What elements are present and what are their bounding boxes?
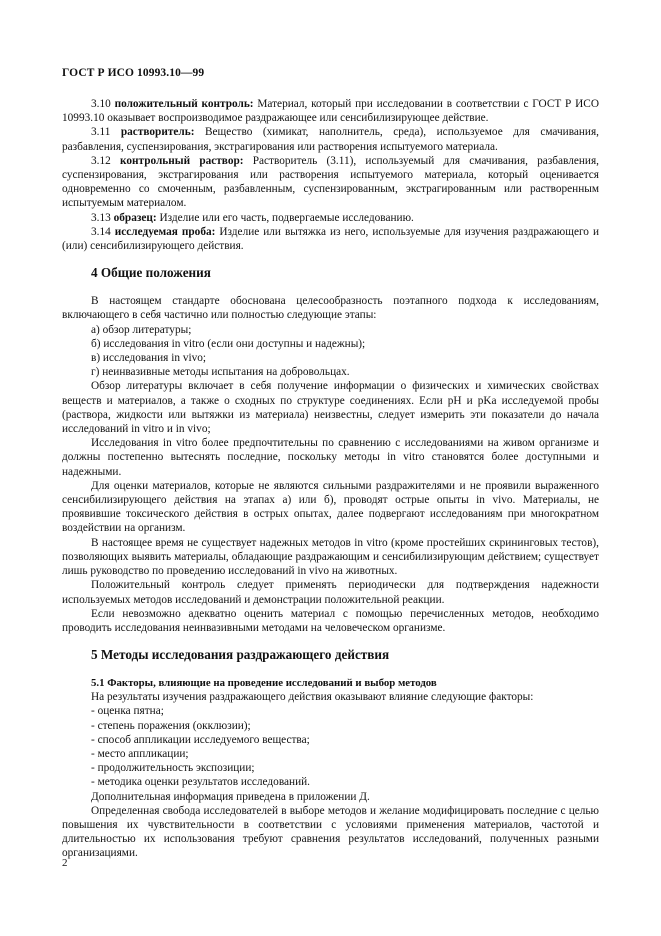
definition-text: Вещество (химикат, наполнитель, среда), используемое для смачивания, разбавления, суспензирования, экстрагирования или растворения испытуемого материала.: [62, 126, 599, 153]
section-4-intro: В настоящем стандарте обоснована целесообразность поэтапного подхода к исследованиям, включающего в себя частично или полностью следующие этапы:: [62, 295, 599, 322]
factor-item: - методика оценки результатов исследований.: [91, 776, 310, 789]
section-4-title: 4 Общие положения: [91, 265, 211, 281]
section-4-paragraph: Для оценки материалов, которые не являются сильными раздражителями и не проявили выраженного сенсибилизирующего действия на этапах а) или б), проводят острые опыты in vivo. Материалы, не проявившие токсического действия в острых опытах, далее подвергают исследованиям при многократном воздействии на организм.: [62, 479, 599, 535]
page-number: 2: [62, 857, 68, 869]
stage-item: а) обзор литературы;: [91, 323, 192, 336]
definition-term: образец:: [113, 211, 157, 224]
section-5-paragraph: Дополнительная информация приведена в приложении Д.: [91, 790, 370, 803]
section-4-paragraph: Если невозможно адекватно оценить материал с помощью перечисленных методов, необходимо проводить исследования неинвазивными методами на человеческом организме.: [62, 607, 599, 634]
definition-term: растворитель:: [120, 126, 195, 139]
factor-item: - оценка пятна;: [91, 705, 164, 718]
definition-text: Растворитель (3.11), используемый для смачивания, разбавления, суспензирования, экстрагирования или растворения испытуемого материала, который оценивается одновременно со смоченным, разбавленным, суспензированным, экстрагированным или растворенным испытуемым материалом.: [62, 154, 599, 210]
factor-item: - способ аппликации исследуемого вещества;: [91, 733, 310, 746]
factor-item: - степень поражения (окклюзии);: [91, 719, 251, 732]
definition-term: положительный контроль:: [114, 98, 254, 110]
stage-item: в) исследования in vivo;: [91, 352, 207, 365]
definition-3-11: [62, 125, 599, 153]
stage-item: б) исследования in vitro (если они доступны и надежны);: [91, 337, 366, 350]
definition-text: Изделие или вытяжка из него, используемые для изучения раздражающего и (или) сенсибилизирующего действия.: [62, 225, 599, 253]
definition-text: Изделие или его часть, подвергаемые исследованию.: [156, 211, 414, 224]
section-4-paragraph: Положительный контроль следует применять периодически для подтверждения надежности используемых методов исследований и демонстрации положительной реакции.: [62, 579, 599, 606]
definition-3-10: [62, 97, 599, 125]
definition-number: 3.13: [91, 211, 111, 224]
definition-number: 3.11: [91, 126, 111, 139]
definition-number: 3.10: [91, 98, 111, 110]
definition-text: Материал, который при исследовании в соответствии с ГОСТ Р ИСО 10993.10 оказывает воспроизводимое раздражающее или сенсибилизирующее действие.: [62, 98, 599, 125]
definition-3-14: [62, 225, 599, 253]
definition-number: 3.12: [91, 154, 111, 167]
section-5-intro: На результаты изучения раздражающего действия оказывают влияние следующие факторы:: [91, 691, 534, 704]
document-body: [62, 97, 599, 861]
subsection-5-1-title: 5.1 Факторы, влияющие на проведение исследований и выбор методов: [91, 677, 437, 690]
definition-term: контрольный раствор:: [119, 154, 244, 167]
section-4-paragraph: В настоящее время не существует надежных методов in vitro (кроме простейших скрининговых тестов), позволяющих выявить материалы, обладающие раздражающим и сенсибилизирующим действием; существует лишь руководство по проведению исследований in vivo на животных.: [62, 536, 599, 578]
factor-item: - продолжительность экспозиции;: [91, 762, 255, 775]
section-4-paragraph: Обзор литературы включает в себя получение информации о физических и химических свойствах веществ и материалов, а также о сходных по структуре соединениях. Если pH и pKa исследуемой пробы (раствора, жидкости или вытяжки из материала) неизвестны, следует измерить эти показатели до начала исследований in vitro и in vivo;: [62, 380, 599, 436]
section-5-paragraph: Определенная свобода исследователей в выборе методов и желание модифицировать последние с целью повышения их чувствительности в соответствии с условиями применения материалов, частотой и длительностью их использования требуют сравнения результатов исследований, полученных разными организациями.: [62, 804, 599, 860]
document-header: ГОСТ Р ИСО 10993.10—99: [62, 67, 205, 79]
definition-3-12: [62, 154, 599, 211]
definition-number: 3.14: [91, 225, 111, 238]
definition-3-13: [62, 211, 599, 225]
stage-item: г) неинвазивные методы испытания на добровольцах.: [91, 366, 350, 379]
section-4-paragraph: Исследования in vitro более предпочтительны по сравнению с исследованиями на живом организме и должны постепенно вытеснять последние, поскольку методы in vitro становятся более доступными и надежными.: [62, 437, 599, 478]
factor-item: - место аппликации;: [91, 747, 189, 760]
definition-term: исследуемая проба:: [114, 225, 216, 238]
section-5-title: 5 Методы исследования раздражающего действия: [91, 647, 390, 663]
